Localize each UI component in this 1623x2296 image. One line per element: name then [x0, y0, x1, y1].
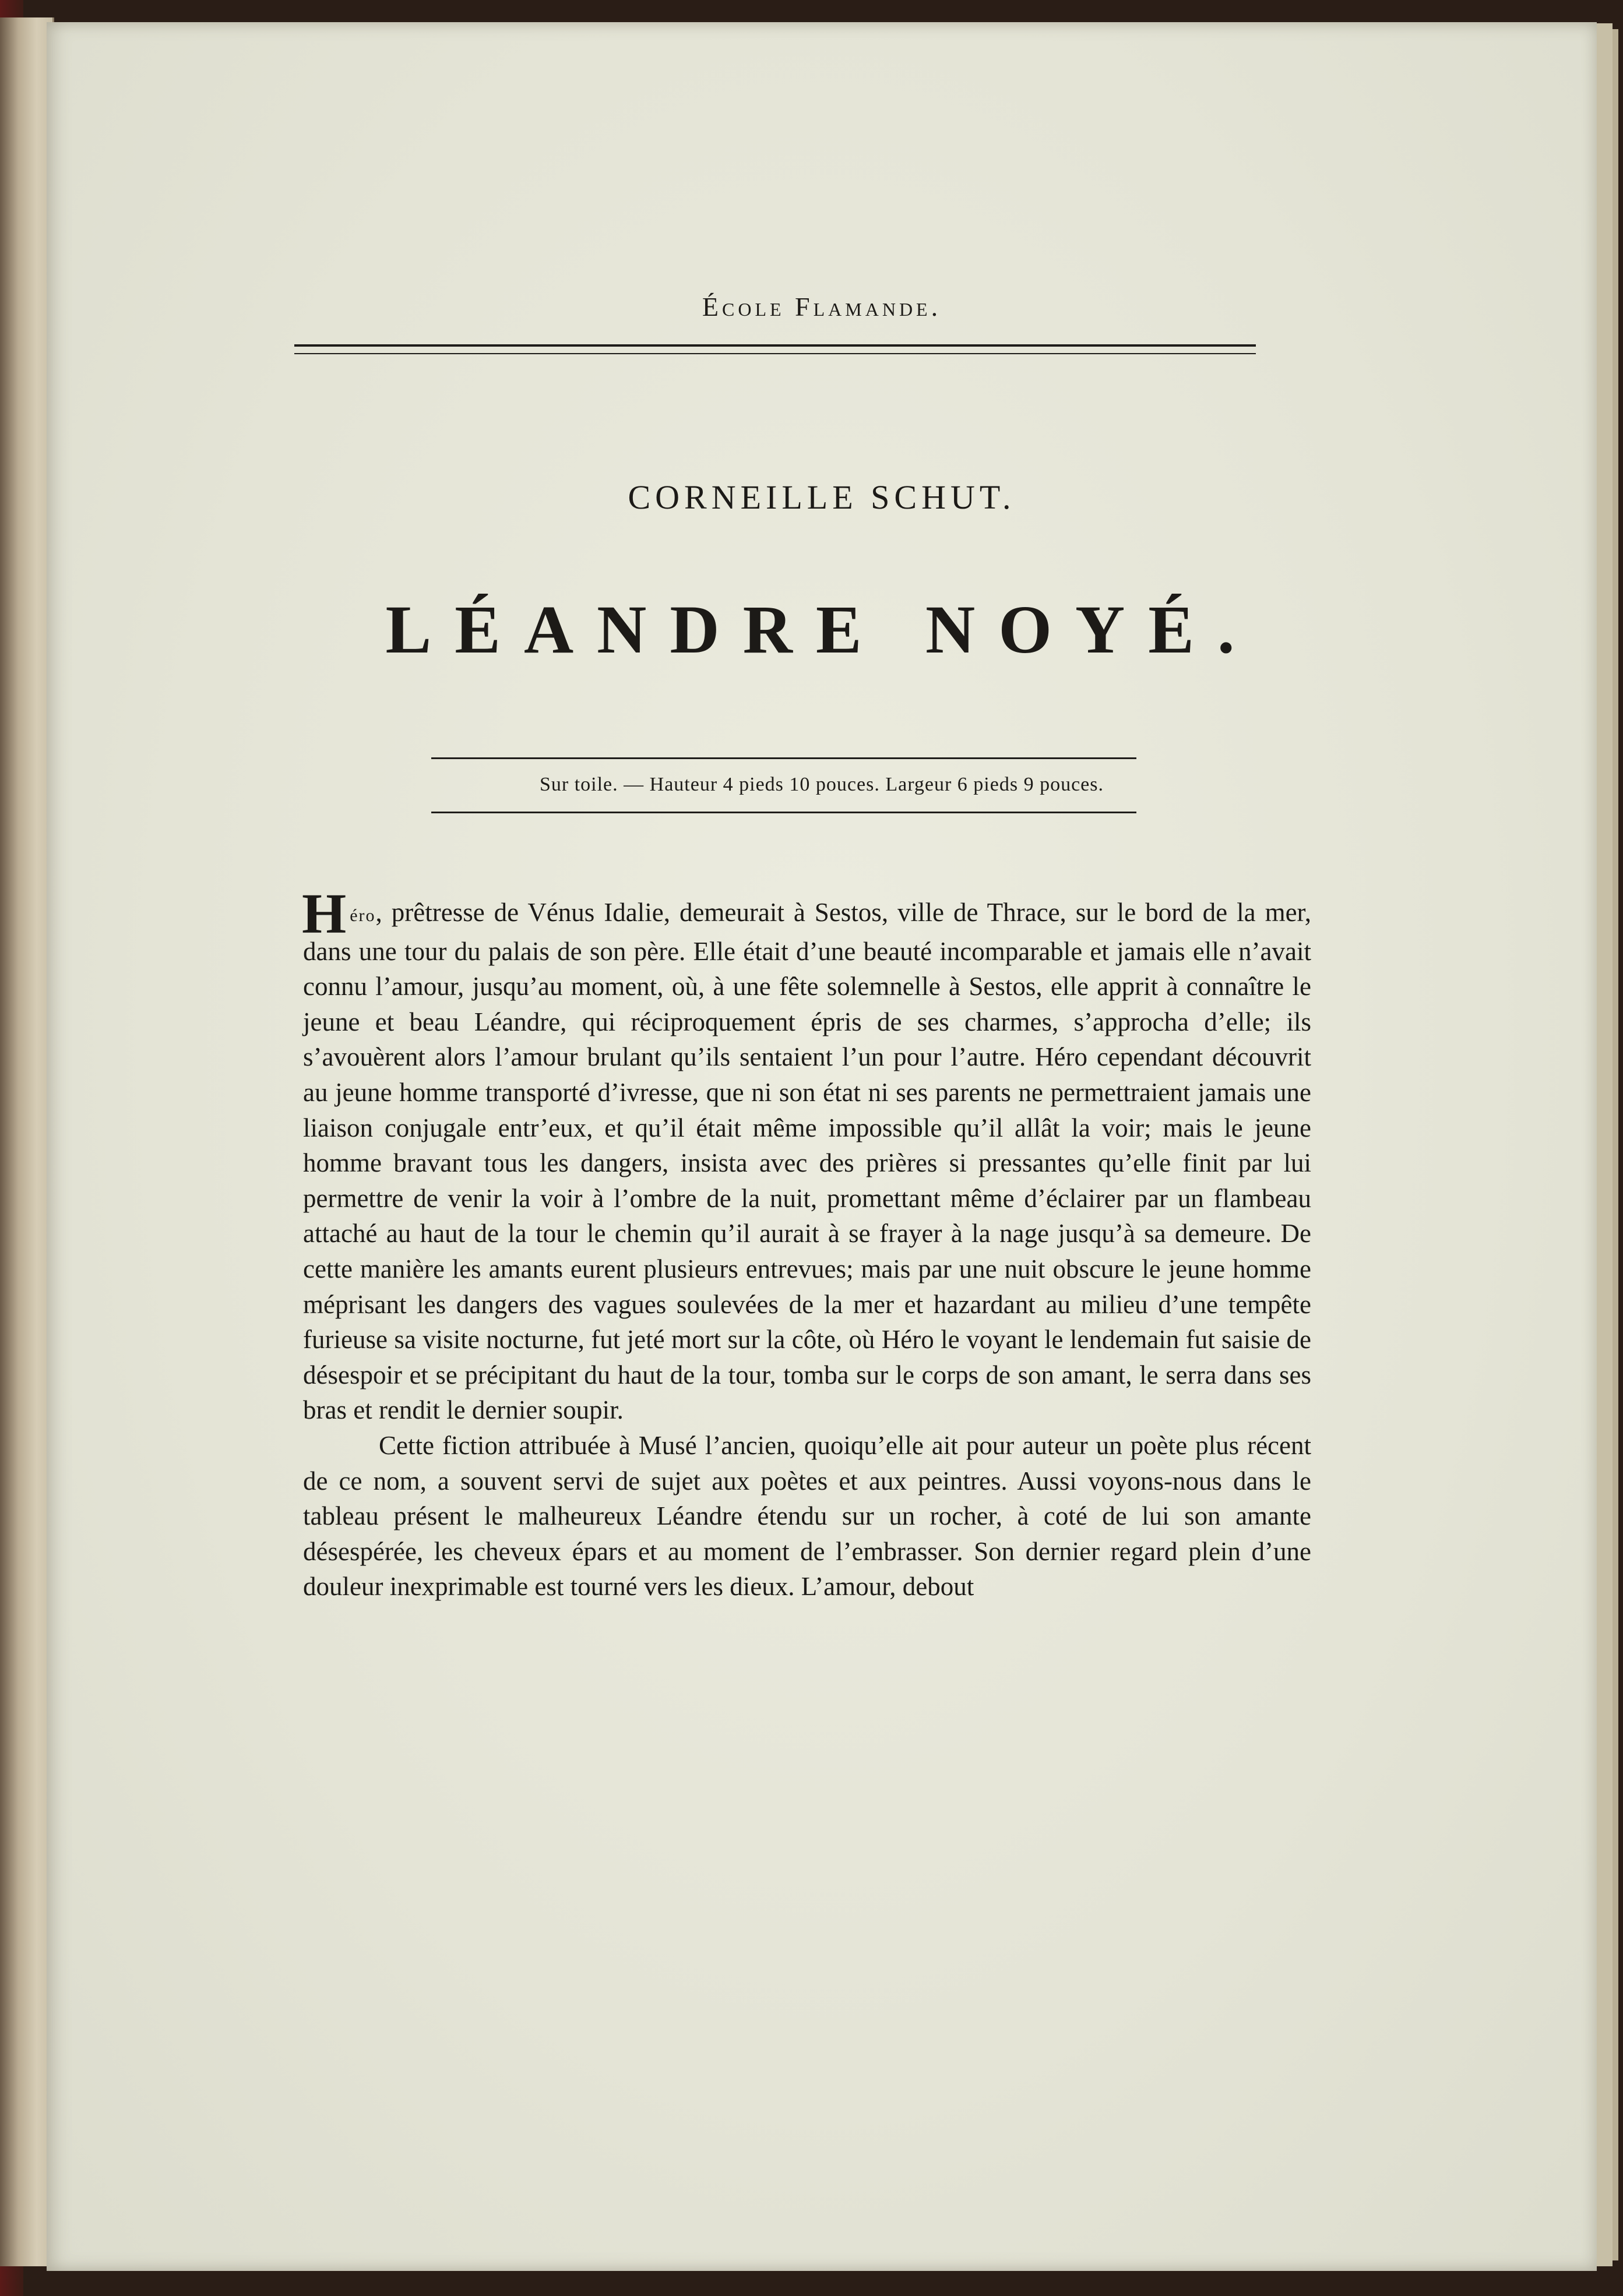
- artwork-dimensions: Sur toile. — Hauteur 4 pieds 10 pouces. Largeur 6 pieds 9 pouces.: [539, 774, 1104, 795]
- painter-name: CORNEILLE SCHUT.: [628, 478, 1016, 516]
- paragraph-1-text: , prêtresse de Vénus Idalie, demeurait à Sestos, ville de Thrace, sur le bord de la mer, dans une tour du palais de son père. Elle était d’une beauté incomparable et jamais elle n’avait connu l’amour, jusqu’au moment, où, à une fête solemnelle à Sestos, elle apprit à connaître le jeune et beau Léandre, qui réciproquement épris de ses charmes, s’approcha d’elle; ils s’avouèrent alors l’amour brulant qu’ils sentaient l’un pour l’autre. Héro cependant découvrit au jeune homme transporté d’ivresse, que ni son état ni ses parents ne permettraient jamais une liaison conjugale entr’eux, et qu’il était même impossible qu’il allât la voir; mais le jeune homme bravant tous les dangers, insista avec des prières si pressantes qu’elle finit par lui permettre de venir la voir à l’ombre de la nuit, promettant même d’éclairer par un flambeau attaché au haut de la tour le chemin qu’il aurait à se frayer à la nage jusqu’à sa demeure. De cette manière les amants eurent plusieurs entrevues; mais par une nuit obscure le jeune homme méprisant les dangers des vagues soulevées de la mer et hazardant au milieu d’une tempête furieuse sa visite nocturne, fut jeté mort sur la côte, où Héro le voyant le lendemain fut saisie de désespoir et se précipitant du haut de la tour, tomba sur le corps de son amant, le serra dans ses bras et rendit le dernier soupir.: [303, 898, 1311, 1425]
- drop-cap: H: [302, 883, 347, 946]
- dimensions-top-rule: [431, 757, 1136, 759]
- artwork-title: LÉANDRE NOYÉ.: [385, 591, 1258, 668]
- book-page: [47, 22, 1597, 2271]
- school-heading: École Flamande.: [702, 292, 942, 322]
- body-text: [302, 883, 1311, 1604]
- paragraph-2: Cette fiction attribuée à Musé l’ancien, quoiqu’elle ait pour auteur un poète plus récent de ce nom, a souvent servi de sujet aux poètes et aux peintres. Aussi voyons-nous dans le tableau présent le malheureux Léandre étendu sur un rocher, à coté de lui son amante désespérée, les cheveux épars et au moment de l’embrasser. Son dernier regard plein d’une douleur inexprimable est tourné vers les dieux. L’amour, debout: [303, 1430, 1311, 1602]
- header-double-rule: [294, 344, 1256, 354]
- first-word-rest: éro: [350, 906, 376, 925]
- dimensions-bottom-rule: [431, 812, 1136, 813]
- paragraph-1: [302, 883, 1311, 1428]
